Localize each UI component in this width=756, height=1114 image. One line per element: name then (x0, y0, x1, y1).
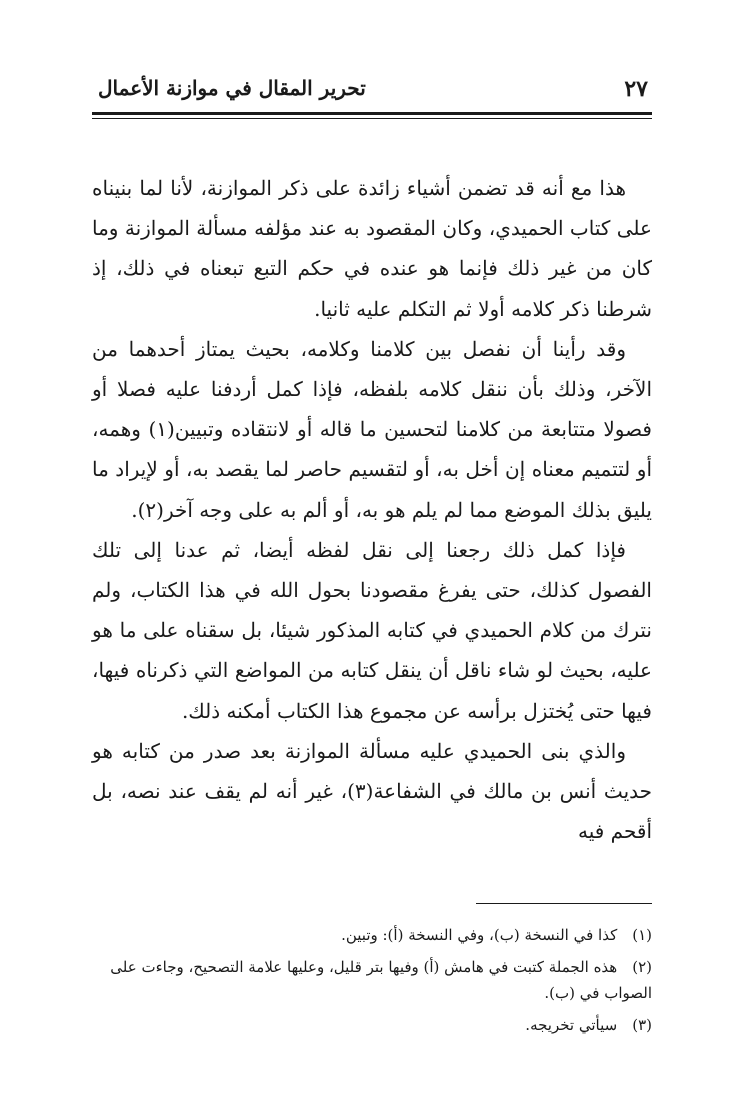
running-header (92, 74, 652, 110)
running-title: تحرير المقال في موازنة الأعمال (98, 76, 366, 100)
paragraph-2: وقد رأينا أن نفصل بين كلامنا وكلامه، بحيث يمتاز أحدهما من الآخر، وذلك بأن ننقل كلامه بلفظه، فإذا كمل أردفنا عليه فصلا أو فصولا متتابعة من كلامنا لتحسين ما قاله أو لانتقاده وتبيين(١) وهمه، أو لتتميم معناه إن أخل به، أو لتقسيم حاصر لما يقصد به، أو لإيراد ما يليق بذلك الموضع مما لم يلم هو به، أو ألم به على وجه آخر(٢). (92, 336, 652, 522)
main-text (92, 168, 652, 851)
footnote-2 (92, 954, 652, 1006)
footnote-text: هذه الجملة كتبت في هامش (أ) وفيها بتر قليل، وعليها علامة التصحيح، وجاءت على الصواب في (ب). (110, 958, 652, 1002)
footnote-1 (92, 922, 652, 948)
footnote-mark: (٢) (632, 958, 652, 976)
header-rule-thick (92, 112, 652, 115)
footnotes (92, 922, 652, 1044)
footnote-mark: (٣) (632, 1016, 652, 1034)
footnote-mark: (١) (632, 926, 652, 944)
footnote-separator (476, 903, 652, 904)
footnote-text: كذا في النسخة (ب)، وفي النسخة (أ): وتبين. (341, 926, 618, 944)
page-number: ٢٧ (624, 76, 648, 102)
footnote-text: سيأتي تخريجه. (525, 1016, 618, 1034)
header-rule-thin (92, 118, 652, 119)
paragraph-4: والذي بنى الحميدي عليه مسألة الموازنة بعد صدر من كتابه هو حديث أنس بن مالك في الشفاعة(٣)، غير أنه لم يقف عند نصه، بل أقحم فيه (92, 738, 652, 844)
footnote-3 (92, 1012, 652, 1038)
paragraph-3: فإذا كمل ذلك رجعنا إلى نقل لفظه أيضا، ثم عدنا إلى تلك الفصول كذلك، حتى يفرغ مقصودنا بحول الله في هذا الكتاب، ولم نترك من كلام الحميدي في كتابه المذكور شيئا، بل سقناه على ما هو عليه، بحيث لو شاء ناقل أن ينقل كتابه من المواضع التي ذكرناه فيها، فيها حتى يُختزل برأسه عن مجموع هذا الكتاب أمكنه ذلك. (92, 537, 652, 723)
paragraph-1: هذا مع أنه قد تضمن أشياء زائدة على ذكر الموازنة، لأنا لما بنيناه على كتاب الحميدي، وكان المقصود به عند مؤلفه مسألة الموازنة وما كان من غير ذلك فإنما هو عنده في حكم التبع تبعناه في ذلك، إذ شرطنا ذكر كلامه أولا ثم التكلم عليه ثانيا. (92, 176, 652, 321)
